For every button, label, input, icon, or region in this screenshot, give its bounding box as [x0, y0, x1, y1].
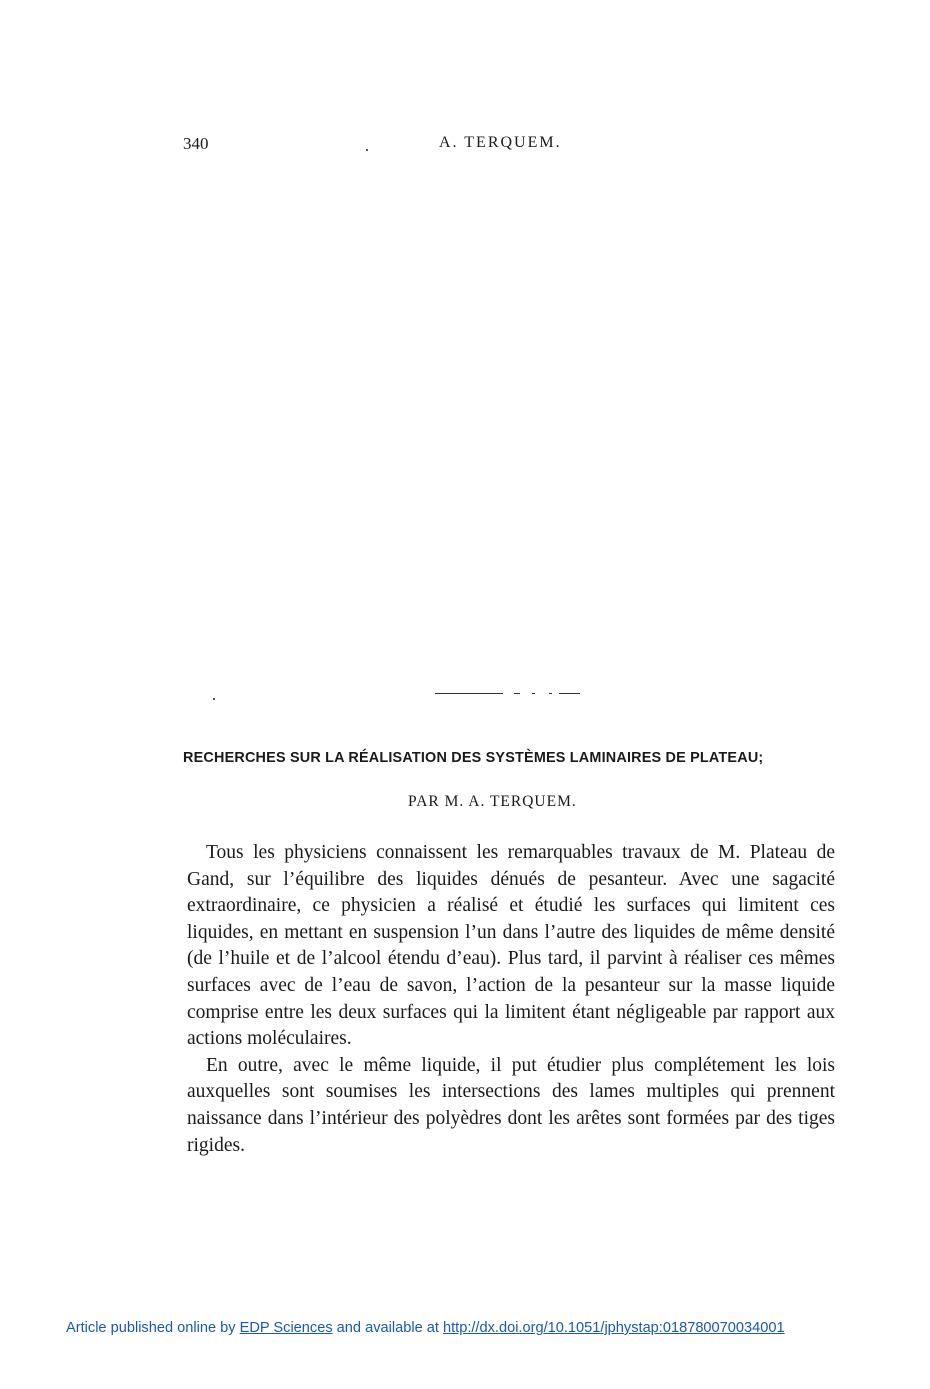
- footer-middle-text: and available at: [332, 1320, 443, 1336]
- body-paragraph: En outre, avec le même liquide, il put étudier plus complétement les lois auxquelles sont soumises les intersections des lames multiples qui prennent naissance dans l’intérieur des polyèdres dont les arêtes sont formées par des tiges rigides.: [187, 1054, 835, 1156]
- article-body: [187, 840, 835, 1159]
- scan-speck: [366, 149, 368, 151]
- running-head: A. TERQUEM.: [439, 134, 562, 151]
- body-paragraph: Tous les physiciens connaissent les remarquables travaux de M. Plateau de Gand, sur l’équilibre des liquides dénués de pesanteur. Avec une sagacité extraordinaire, ce physicien a réalisé et étudié les surfaces qui limitent ces liquides, en mettant en suspension l’un dans l’autre des liquides de même densité (de l’huile et de l’alcool étendu d’eau). Plus tard, il parvint à réaliser ces mêmes surfaces avec de l’eau de savon, l’action de la pesanteur sur la masse liquide comprise entre les deux surfaces qui la limitent étant négligeable par rapport aux actions moléculaires.: [187, 842, 835, 1050]
- publisher-link[interactable]: EDP Sciences: [239, 1320, 333, 1336]
- doi-link[interactable]: http://dx.doi.org/10.1051/jphystap:018780070034001: [442, 1320, 785, 1336]
- publication-footer: [66, 1320, 785, 1336]
- scan-speck: [213, 698, 215, 700]
- section-divider: [435, 693, 580, 694]
- article-title: RECHERCHES SUR LA RÉALISATION DES SYSTÈMES LAMINAIRES DE PLATEAU;: [183, 749, 764, 767]
- page-header: [183, 134, 623, 158]
- article-byline: PAR M. A. TERQUEM.: [408, 793, 577, 810]
- footer-prefix-text: Article published online by: [66, 1320, 240, 1336]
- page-number: 340: [183, 134, 209, 153]
